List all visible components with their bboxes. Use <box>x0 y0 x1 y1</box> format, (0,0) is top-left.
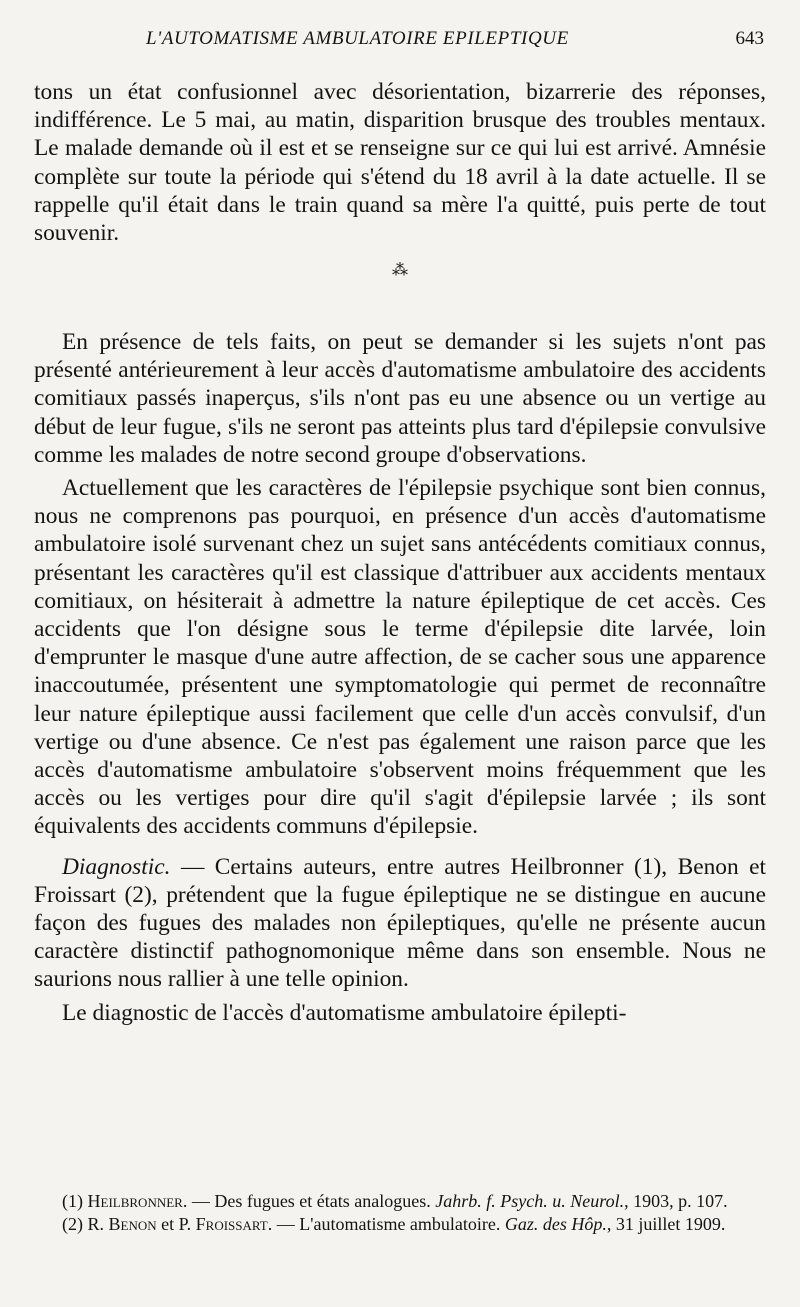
paragraph-continuation <box>34 78 766 247</box>
footnote-text: — L'automatisme ambulatoire. <box>272 1213 505 1234</box>
footnote-text: et P. <box>156 1213 196 1234</box>
running-title: L'AUTOMATISME AMBULATOIRE EPILEPTIQUE <box>146 28 569 49</box>
diagnostic-body: Benon et Froissart (2), prétendent que la fugue épileptique ne se distingue en aucune façon des fugues des malades non épileptiques, qu'elle ne présente aucun caractère distinctif pathognomonique même dans son ensemble. Nous ne saurions nous rallier à une telle opinion. <box>34 853 766 993</box>
footnote-author: Heilbronner. <box>87 1191 188 1211</box>
footnote-1 <box>34 1190 766 1213</box>
footnote-journal: Jahrb. f. Psych. u. Neurol. <box>435 1191 625 1211</box>
footnote-author: Froissart. <box>195 1213 273 1234</box>
paragraph-1: tons un état confusionnel avec désorientation, bizarrerie des réponses, indifférence. Le 5 mai, au matin, disparition brusque des troubles mentaux. Le malade demande où il est et se renseigne sur ce qui lui est arrivé. Amnésie complète sur toute la période qui s'étend du 18 avril à la date actuelle. Il se rappelle qu'il était dans le train quand sa mère l'a quitté, puis perte de tout souvenir. <box>34 79 766 247</box>
footnote-marker: (2) R. <box>62 1213 109 1234</box>
paragraph-diagnostic <box>34 853 766 994</box>
paragraph-5: Le diagnostic de l'accès d'automatisme ambulatoire épilepti- <box>62 999 627 1026</box>
paragraph-2: En présence de tels faits, on peut se demander si les sujets n'ont pas présenté antérieurement à leur accès d'automatisme ambulatoire des accidents comitiaux passés inaperçus, s'ils n'ont pas eu une absence ou un vertige au début de leur fugue, s'ils ne seront pas atteints plus tard d'épilepsie convulsive comme les malades de notre second groupe d'observations. <box>34 329 766 468</box>
footnote-journal: Gaz. des Hôp. <box>504 1213 607 1234</box>
section-asterism: ⁂ <box>392 262 408 279</box>
footnote-2 <box>34 1213 766 1236</box>
footnote-tail: , 31 juillet 1909. <box>606 1213 726 1234</box>
diagnostic-lead: — Certains auteurs, entre autres Heilbronner (1), <box>170 853 678 880</box>
page-header <box>0 28 800 58</box>
main-text <box>34 328 766 1027</box>
footnotes <box>34 1190 766 1235</box>
footnote-tail: , 1903, p. 107. <box>624 1191 728 1211</box>
footnote-marker: (1) <box>62 1191 88 1211</box>
paragraph-3: Actuellement que les caractères de l'épilepsie psychique sont bien connus, nous ne comprenons pas pourquoi, en présence d'un accès d'automatisme ambulatoire isolé survenant chez un sujet sans antécédents comitiaux connus, présentant les caractères qu'il est classique d'attribuer aux accidents mentaux comitiaux, on hésiterait à admettre la nature épileptique de cet accès. Ces accidents que l'on désigne sous le terme d'épilepsie dite larvée, loin d'emprunter le masque d'une autre affection, de se cacher sous une apparence inaccoutumée, présentent une symptomatologie qui permet de reconnaître leur nature épileptique aussi facilement que celle d'un accès convulsif, d'un vertige ou d'une absence. Ce n'est pas également une raison parce que les accès d'automatisme ambulatoire s'observent moins fréquemment que les accès ou les vertiges pour dire qu'il s'agit d'épilepsie larvée ; ils sont équivalents des accidents communs d'épilepsie. <box>34 475 766 840</box>
footnote-author: Benon <box>108 1213 157 1234</box>
page-number: 643 <box>735 28 764 49</box>
footnote-text: — Des fugues et états analogues. <box>187 1191 436 1211</box>
diagnostic-heading: Diagnostic. <box>62 853 171 880</box>
